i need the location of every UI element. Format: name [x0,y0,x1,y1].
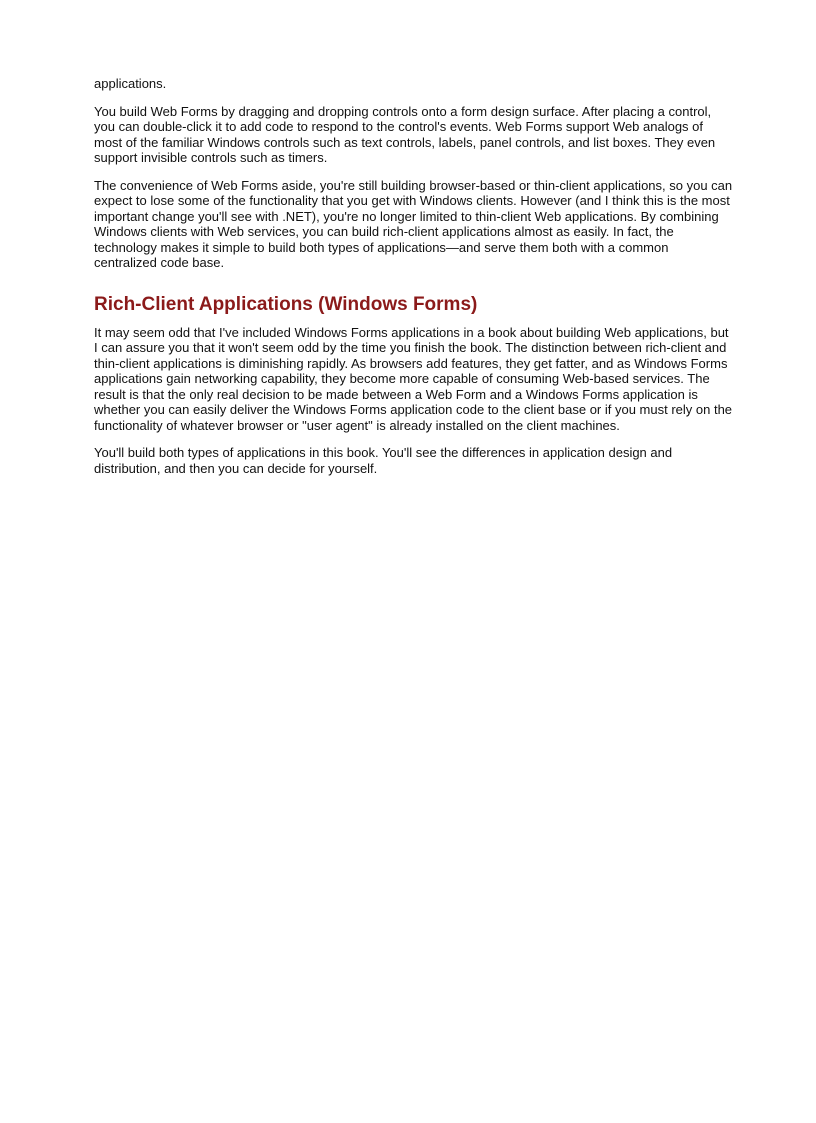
paragraph-web-forms-controls: You build Web Forms by dragging and dropping controls onto a form design surface. After placing a control, you can double-click it to add code to respond to the control's events. Web Forms support Web analogs of most of the familiar Windows controls such as text controls, labels, panel controls, and list boxes. They even support invisible controls such as timers. [94,103,716,165]
paragraph-continuation: applications. [94,76,167,91]
paragraph-build-both: You'll build both types of applications in this book. You'll see the differences in application design and distribution, and then you can decide for yourself. [94,445,673,476]
paragraph-web-forms-convenience: The convenience of Web Forms aside, you're still building browser-based or thin-client applications, so you can expect to lose some of the functionality that you get with Windows clients. However (and I think this is the most important change you'll see with .NET), you're no longer limited to thin-client Web applications. By combining Windows clients with Web services, you can build rich-client applications almost as easily. In fact, the technology makes it simple to build both types of applications—and serve them both with a common centralized code base. [94,177,733,270]
paragraph-rich-client: It may seem odd that I've included Windows Forms applications in a book about building Web applications, but I can assure you that it won't seem odd by the time you finish the book. The distinction between rich-client and thin-client applications is diminishing rapidly. As browsers add features, they get fatter, and as Windows Forms applications gain networking capability, they become more capable of consuming Web-based services. The result is that the only real decision to be made between a Web Form and a Windows Forms application is whether you can easily deliver the Windows Forms application code to the client base or if you must rely on the functionality of whatever browser or "user agent" is already installed on the client machines. [94,324,733,433]
document-page [94,76,734,488]
section-heading: Rich-Client Applications (Windows Forms) [94,293,478,315]
